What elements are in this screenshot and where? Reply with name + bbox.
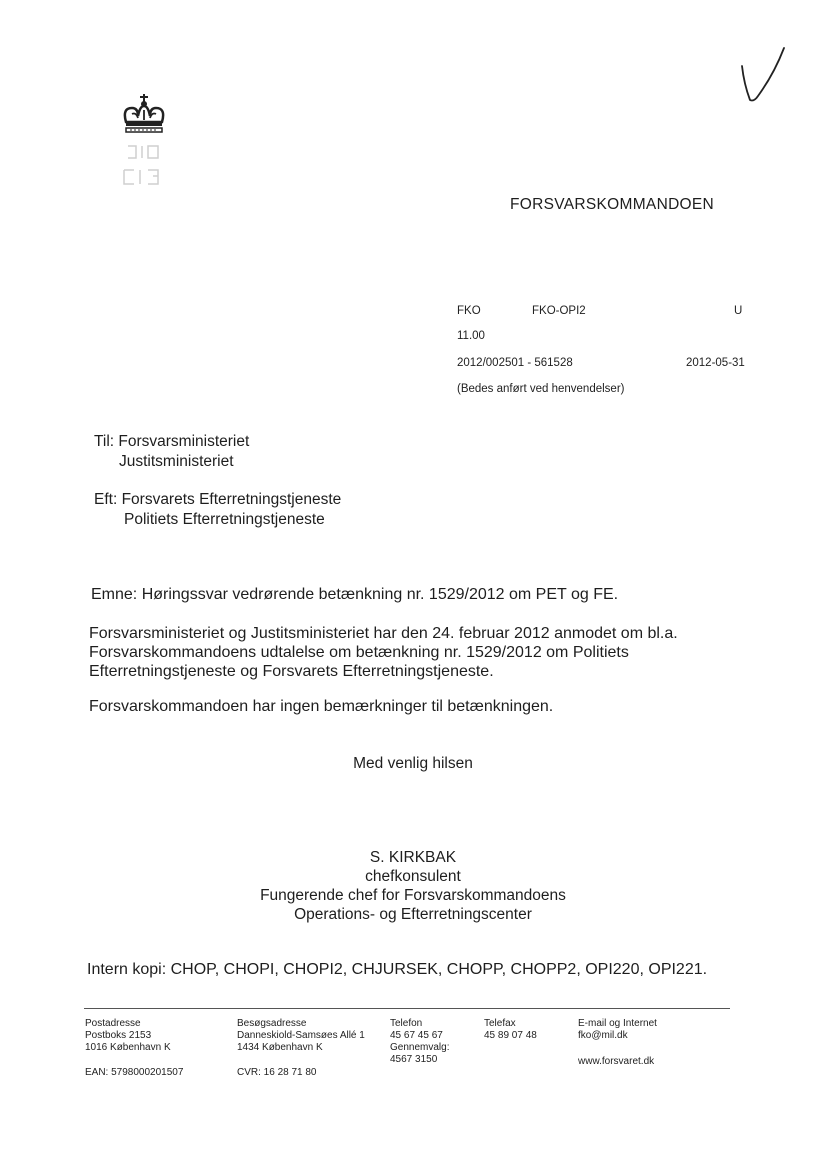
footer-divider <box>84 1008 730 1009</box>
footer-switch-number[interactable]: 4567 3150 <box>390 1054 438 1065</box>
footer-email-link[interactable]: fko@mil.dk <box>578 1030 628 1041</box>
internal-copy-list: Intern kopi: CHOP, CHOPI, CHOPI2, CHJURSEK, CHOPP, CHOPP2, OPI220, OPI221. <box>87 961 708 978</box>
body-para1-line3: Efterretningstjeneste og Forsvarets Efterretningstjeneste. <box>89 663 494 680</box>
recipient-cc-line2: Politiets Efterretningstjeneste <box>124 511 325 528</box>
signature-role-line2: Operations- og Efterretningscenter <box>294 906 532 923</box>
ref-fko: FKO <box>457 305 481 317</box>
footer-visit-label: Besøgsadresse <box>237 1018 307 1029</box>
footer-visit-city: 1434 København K <box>237 1042 323 1053</box>
ref-code: 11.00 <box>457 330 485 342</box>
ref-date: 2012-05-31 <box>686 357 745 369</box>
signature-role-line1: Fungerende chef for Forsvarskommandoens <box>260 887 566 904</box>
faded-crest-marks <box>118 140 170 192</box>
footer-phone-label: Telefon <box>390 1018 423 1029</box>
body-para1-line1: Forsvarsministeriet og Justitsministeriet har den 24. februar 2012 anmodet om bl.a. <box>89 625 678 642</box>
ref-unit: FKO-OPI2 <box>532 305 586 317</box>
footer-fax: 45 89 07 48 <box>484 1030 537 1041</box>
footer-phone[interactable]: 45 67 45 67 <box>390 1030 443 1041</box>
body-para1-line2: Forsvarskommandoens udtalelse om betænkning nr. 1529/2012 om Politiets <box>89 644 629 661</box>
footer-postal-city: 1016 København K <box>85 1042 171 1053</box>
signature-name: S. KIRKBAK <box>369 849 457 866</box>
body-para2: Forsvarskommandoen har ingen bemærkninger til betænkningen. <box>89 698 554 715</box>
footer-switch-label: Gennemvalg: <box>390 1042 450 1053</box>
ref-classification: U <box>734 305 743 317</box>
footer-cvr: CVR: 16 28 71 80 <box>237 1067 317 1078</box>
footer-postal-label: Postadresse <box>85 1018 141 1029</box>
footer-postal-box: Postboks 2153 <box>85 1030 152 1041</box>
subject-line: Emne: Høringssvar vedrørende betænkning nr. 1529/2012 om PET og FE. <box>91 586 619 603</box>
ref-note: (Bedes anført ved henvendelser) <box>457 383 625 395</box>
closing-greeting: Med venlig hilsen <box>353 755 473 772</box>
footer-website-link[interactable]: www.forsvaret.dk <box>578 1056 655 1067</box>
royal-crown-icon <box>118 92 170 138</box>
footer-email-label: E-mail og Internet <box>578 1018 657 1029</box>
ref-journal: 2012/002501 - 561528 <box>457 357 573 369</box>
recipient-cc-line1: Eft: Forsvarets Efterretningstjeneste <box>94 491 342 508</box>
footer-ean: EAN: 5798000201507 <box>85 1067 184 1078</box>
signature-title: chefkonsulent <box>365 868 461 885</box>
footer-visit-street: Danneskiold-Samsøes Allé 1 <box>237 1030 365 1041</box>
organization-name: FORSVARSKOMMANDOEN <box>510 196 715 213</box>
recipient-to-line2: Justitsministeriet <box>119 453 234 470</box>
handwritten-checkmark-icon <box>738 44 788 106</box>
footer-fax-label: Telefax <box>484 1018 516 1029</box>
recipient-to-line1: Til: Forsvarsministeriet <box>94 433 250 450</box>
